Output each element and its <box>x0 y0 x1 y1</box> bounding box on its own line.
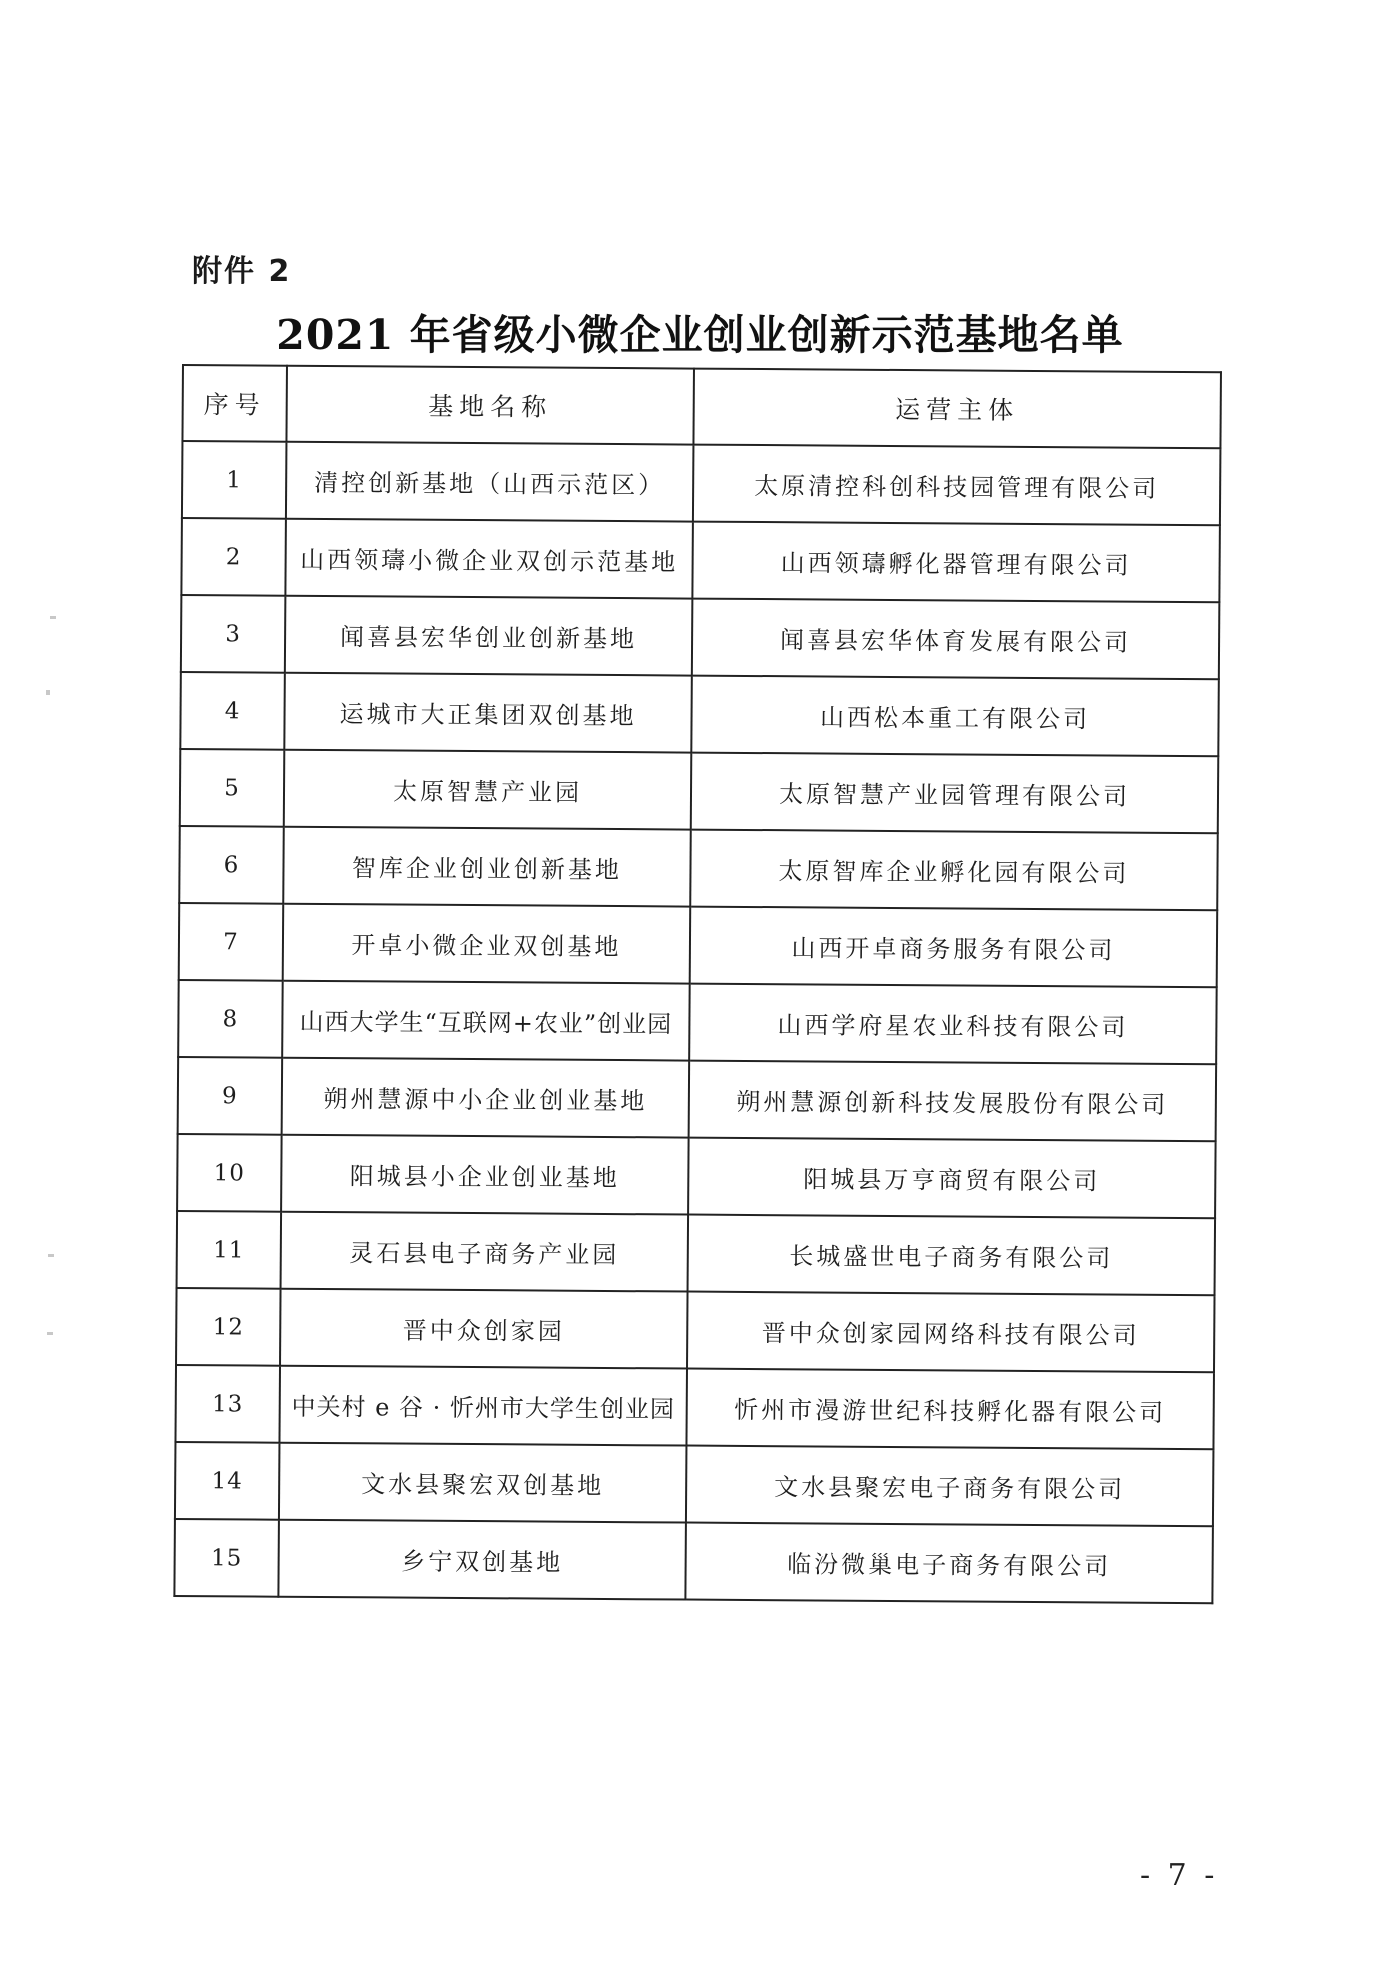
row-base-name: 智库企业创业创新基地 <box>283 827 691 907</box>
row-base-name: 阳城县小企业创业基地 <box>281 1135 689 1215</box>
row-base-name: 开卓小微企业双创基地 <box>283 904 691 984</box>
row-base-name: 闻喜县宏华创业创新基地 <box>285 596 693 676</box>
row-serial-number: 5 <box>180 749 285 827</box>
bases-table <box>173 364 1222 1604</box>
row-serial-number: 10 <box>177 1134 282 1212</box>
table-row <box>181 518 1220 602</box>
table-row <box>178 1057 1217 1141</box>
row-serial-number: 4 <box>180 672 285 750</box>
table-row <box>176 1288 1215 1372</box>
row-operator: 闻喜县宏华体育发展有限公司 <box>692 599 1220 680</box>
row-base-name: 灵石县电子商务产业园 <box>281 1212 689 1292</box>
row-operator: 山西开卓商务服务有限公司 <box>690 907 1218 988</box>
row-serial-number: 12 <box>176 1288 281 1366</box>
document-title: 2021 年省级小微企业创业创新示范基地名单 <box>276 311 1124 359</box>
row-serial-number: 2 <box>181 518 286 596</box>
row-base-name: 运城市大正集团双创基地 <box>284 673 692 753</box>
row-serial-number: 6 <box>179 826 284 904</box>
row-serial-number: 1 <box>182 441 287 519</box>
row-operator: 晋中众创家园网络科技有限公司 <box>687 1292 1215 1373</box>
row-operator: 文水县聚宏电子商务有限公司 <box>686 1446 1214 1527</box>
scan-mark <box>46 690 50 695</box>
row-serial-number: 15 <box>174 1519 279 1597</box>
row-base-name: 清控创新基地（山西示范区） <box>286 442 694 522</box>
page-number: - 7 - <box>1140 1858 1219 1893</box>
row-operator: 太原清控科创科技园管理有限公司 <box>693 445 1221 526</box>
row-base-name: 山西大学生“互联网+农业”创业园 <box>282 981 690 1061</box>
row-base-name: 朔州慧源中小企业创业基地 <box>282 1058 690 1138</box>
row-operator: 阳城县万亨商贸有限公司 <box>688 1138 1216 1219</box>
row-serial-number: 3 <box>181 595 286 673</box>
header-operator: 运营主体 <box>693 369 1221 449</box>
table-row <box>178 980 1217 1064</box>
row-operator: 太原智慧产业园管理有限公司 <box>691 753 1219 834</box>
row-serial-number: 13 <box>175 1365 280 1443</box>
row-operator: 忻州市漫游世纪科技孵化器有限公司 <box>686 1369 1214 1450</box>
scan-mark <box>48 1254 54 1257</box>
row-base-name: 太原智慧产业园 <box>284 750 692 830</box>
header-serial-number: 序号 <box>182 365 287 442</box>
table-row <box>174 1519 1213 1603</box>
table-row <box>182 441 1221 525</box>
scan-mark <box>50 616 56 619</box>
table-row <box>175 1365 1214 1449</box>
table-row <box>177 1211 1216 1295</box>
scan-mark <box>47 1332 53 1335</box>
row-serial-number: 14 <box>175 1442 280 1520</box>
table-row <box>179 903 1218 987</box>
row-serial-number: 8 <box>178 980 283 1058</box>
row-base-name: 山西领璹小微企业双创示范基地 <box>285 519 693 599</box>
row-base-name: 中关村 e 谷 · 忻州市大学生创业园 <box>279 1366 687 1446</box>
row-serial-number: 9 <box>178 1057 283 1135</box>
table-row <box>180 672 1219 756</box>
table-row <box>180 749 1219 833</box>
row-operator: 山西领璹孵化器管理有限公司 <box>692 522 1220 603</box>
row-base-name: 晋中众创家园 <box>280 1289 688 1369</box>
row-operator: 朔州慧源创新科技发展股份有限公司 <box>689 1061 1217 1142</box>
attachment-label: 附件 2 <box>192 254 292 289</box>
table-row <box>177 1134 1216 1218</box>
table-row <box>175 1442 1214 1526</box>
row-operator: 山西松本重工有限公司 <box>691 676 1219 757</box>
row-operator: 山西学府星农业科技有限公司 <box>689 984 1217 1065</box>
table-row <box>179 826 1218 910</box>
row-base-name: 乡宁双创基地 <box>278 1520 686 1600</box>
row-serial-number: 7 <box>179 903 284 981</box>
header-base-name: 基地名称 <box>286 366 694 445</box>
table-row <box>181 595 1220 679</box>
table-header-row <box>182 365 1221 448</box>
row-base-name: 文水县聚宏双创基地 <box>279 1443 687 1523</box>
row-operator: 太原智库企业孵化园有限公司 <box>690 830 1218 911</box>
row-serial-number: 11 <box>177 1211 282 1289</box>
row-operator: 长城盛世电子商务有限公司 <box>688 1215 1216 1296</box>
row-operator: 临汾微巢电子商务有限公司 <box>685 1523 1213 1604</box>
